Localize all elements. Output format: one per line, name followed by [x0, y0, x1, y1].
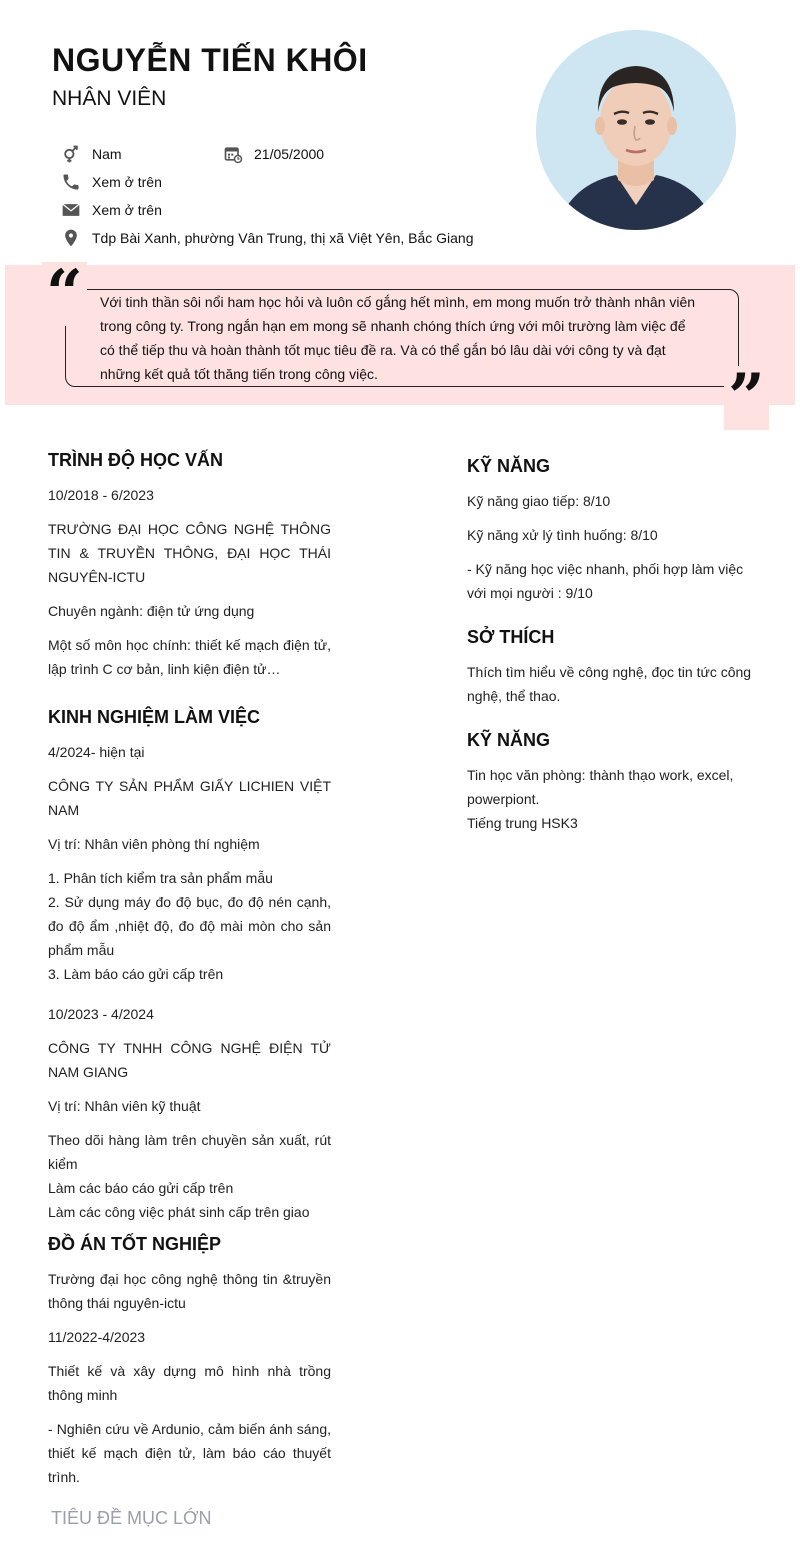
job-duty: 3. Làm báo cáo gửi cấp trên — [48, 966, 224, 982]
job-duty: Theo dõi hàng làm trên chuyền sản xuất, rút kiểm — [48, 1132, 331, 1172]
right-column — [467, 456, 757, 835]
close-quote-icon: ” — [724, 366, 769, 430]
candidate-name: NGUYỄN TIẾN KHÔI — [52, 42, 368, 78]
job-duty: Làm các công việc phát sinh cấp trên giao — [48, 1204, 310, 1220]
experience-title: KINH NGHIỆM LÀM VIỆC — [48, 707, 261, 727]
address-row — [60, 227, 474, 249]
open-quote-icon: “ — [42, 262, 87, 326]
skills2-line: Tin học văn phòng: thành thạo work, excel, powerpiont. — [467, 767, 734, 807]
thesis-period: 11/2022-4/2023 — [48, 1329, 146, 1345]
education-school: TRƯỜNG ĐẠI HỌC CÔNG NGHỆ THÔNG TIN & TRUYỀN THÔNG, ĐẠI HỌC THÁI NGUYÊN-ICTU — [48, 521, 331, 585]
job-role: Vị trí: Nhân viên kỹ thuật — [48, 1098, 201, 1114]
phone-icon — [60, 171, 82, 193]
gender-icon — [60, 143, 82, 165]
skill-item: Kỹ năng xử lý tình huống: 8/10 — [467, 527, 658, 543]
job-duty: 2. Sử dụng máy đo độ bục, đo độ nén cạnh, đo độ ẩm ,nhiệt độ, đo độ mài mòn cho sản phẩm mẫu — [48, 894, 331, 958]
thesis-title: ĐỒ ÁN TỐT NGHIỆP — [48, 1234, 222, 1254]
location-pin-icon — [60, 227, 82, 249]
address-value: Tdp Bài Xanh, phường Vân Trung, thị xã Việt Yên, Bắc Giang — [92, 230, 474, 246]
skill-item: Kỹ năng giao tiếp: 8/10 — [467, 493, 611, 509]
job-duty: 1. Phân tích kiểm tra sản phẩm mẫu — [48, 870, 273, 886]
phone-value: Xem ở trên — [92, 174, 162, 190]
dob-row — [222, 143, 324, 165]
job-duty: Làm các báo cáo gửi cấp trên — [48, 1180, 234, 1196]
job-company: CÔNG TY TNHH CÔNG NGHỆ ĐIỆN TỬ NAM GIANG — [48, 1040, 331, 1080]
job-period: 4/2024- hiện tại — [48, 744, 145, 760]
skills2-title: KỸ NĂNG — [467, 730, 551, 750]
placeholder-section-heading[interactable]: TIÊU ĐỀ MỤC LỚN — [51, 1508, 212, 1528]
education-title: TRÌNH ĐỘ HỌC VẤN — [48, 450, 223, 470]
calendar-icon — [222, 143, 244, 165]
thesis-description: - Nghiên cứu về Ardunio, cảm biến ánh sáng, thiết kế mạch điện tử, làm báo cáo thuyết trình. — [48, 1421, 331, 1485]
gender-value: Nam — [92, 146, 122, 162]
hobbies-title: SỞ THÍCH — [467, 627, 555, 647]
skill-item: - Kỹ năng học việc nhanh, phối hợp làm việc với mọi người : 9/10 — [467, 561, 744, 601]
education-subjects: Một số môn học chính: thiết kế mạch điện tử, lập trình C cơ bản, linh kiện điện tử… — [48, 637, 331, 677]
phone-row — [60, 171, 162, 193]
left-column — [48, 450, 331, 1499]
objective-text: Với tinh thần sôi nổi ham học hỏi và luôn cố gắng hết mình, em mong muốn trở thành nhân viên trong công ty. Trong ngắn hạn em mong sẽ nhanh chóng thích ứng với môi trường làm việc để có thể tiếp thu và hoàn thành tốt mục tiêu đề ra. Và có thể gắn bó lâu dài với công ty và đạt những kết quả tốt thăng tiến trong công việc. — [100, 294, 696, 382]
thesis-project: Thiết kế và xây dựng mô hình nhà trồng thông minh — [48, 1363, 331, 1403]
hobbies-text: Thích tìm hiểu về công nghệ, đọc tin tức công nghệ, thể thao. — [467, 664, 752, 704]
dob-value: 21/05/2000 — [254, 146, 325, 162]
envelope-icon — [60, 199, 82, 221]
education-period: 10/2018 - 6/2023 — [48, 487, 154, 503]
email-row — [60, 199, 162, 221]
job-company: CÔNG TY SẢN PHẨM GIẤY LICHIEN VIỆT NAM — [48, 778, 331, 818]
skills2-line: Tiếng trung HSK3 — [467, 815, 578, 831]
job-role: Vị trí: Nhân viên phòng thí nghiệm — [48, 836, 260, 852]
email-value: Xem ở trên — [92, 202, 162, 218]
education-major: Chuyên ngành: điện tử ứng dụng — [48, 603, 255, 619]
candidate-position: NHÂN VIÊN — [52, 87, 167, 110]
gender-row — [60, 143, 122, 165]
profile-photo-illustration — [536, 30, 736, 230]
job-period: 10/2023 - 4/2024 — [48, 1006, 154, 1022]
profile-photo — [536, 30, 736, 230]
skills-title: KỸ NĂNG — [467, 456, 551, 476]
thesis-school: Trường đại học công nghệ thông tin &truyền thông thái nguyên-ictu — [48, 1271, 331, 1311]
